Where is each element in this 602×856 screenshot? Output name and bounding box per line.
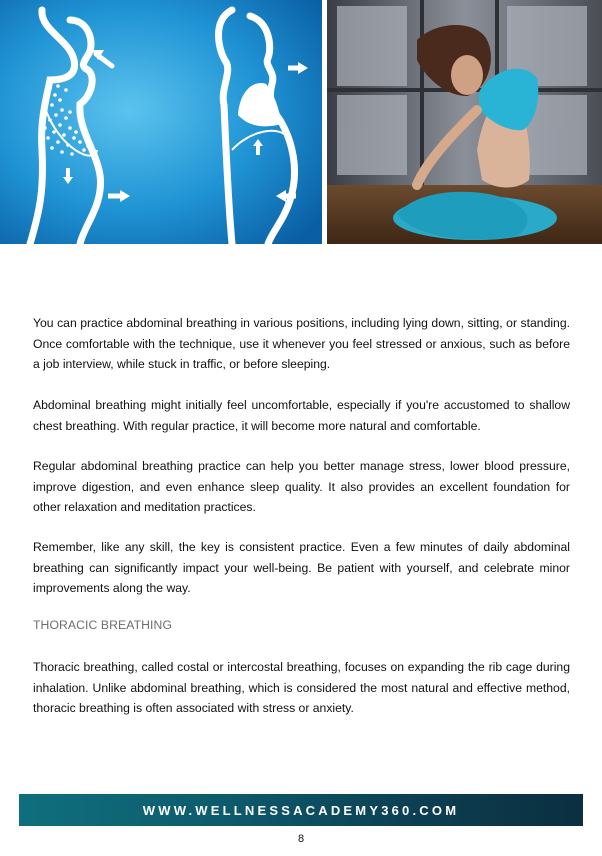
breathing-diagram-illustration [0, 0, 322, 244]
footer-banner [19, 794, 583, 826]
section-heading: THORACIC BREATHING [33, 618, 173, 632]
body-paragraph-4: Remember, like any skill, the key is consistent practice. Even a few minutes of daily abdominal breathing can significantly impact your well-being. Be patient with yourself, and celebrate minor improvements along the way. [33, 540, 570, 595]
body-paragraph-2: Abdominal breathing might initially feel uncomfortable, especially if you're accustomed to shallow chest breathing. With regular practice, it will become more natural and comfortable. [33, 398, 570, 433]
body-paragraph-1: You can practice abdominal breathing in various positions, including lying down, sitting, or standing. Once comfortable with the technique, use it whenever you feel stressed or anxious, such as before a job interview, while stuck in traffic, or before sleeping. [33, 316, 570, 371]
yoga-woman-icon [327, 0, 602, 244]
page-number: 8 [297, 833, 305, 845]
body-paragraph-3: Regular abdominal breathing practice can help you better manage stress, lower blood pressure, improve digestion, and even enhance sleep quality. It also provides an excellent foundation for other relaxation and meditation practices. [33, 459, 570, 514]
yoga-woman-photo [327, 0, 602, 244]
section-paragraph: Thoracic breathing, called costal or intercostal breathing, focuses on expanding the rib cage during inhalation. Unlike abdominal breathing, which is considered the most natural and effective method, thoracic breathing is often associated with stress or anxiety. [33, 660, 570, 715]
breathing-diagram-icon [0, 0, 322, 244]
footer-website-url: WWW.WELLNESSACADEMY360.COM [142, 802, 460, 818]
